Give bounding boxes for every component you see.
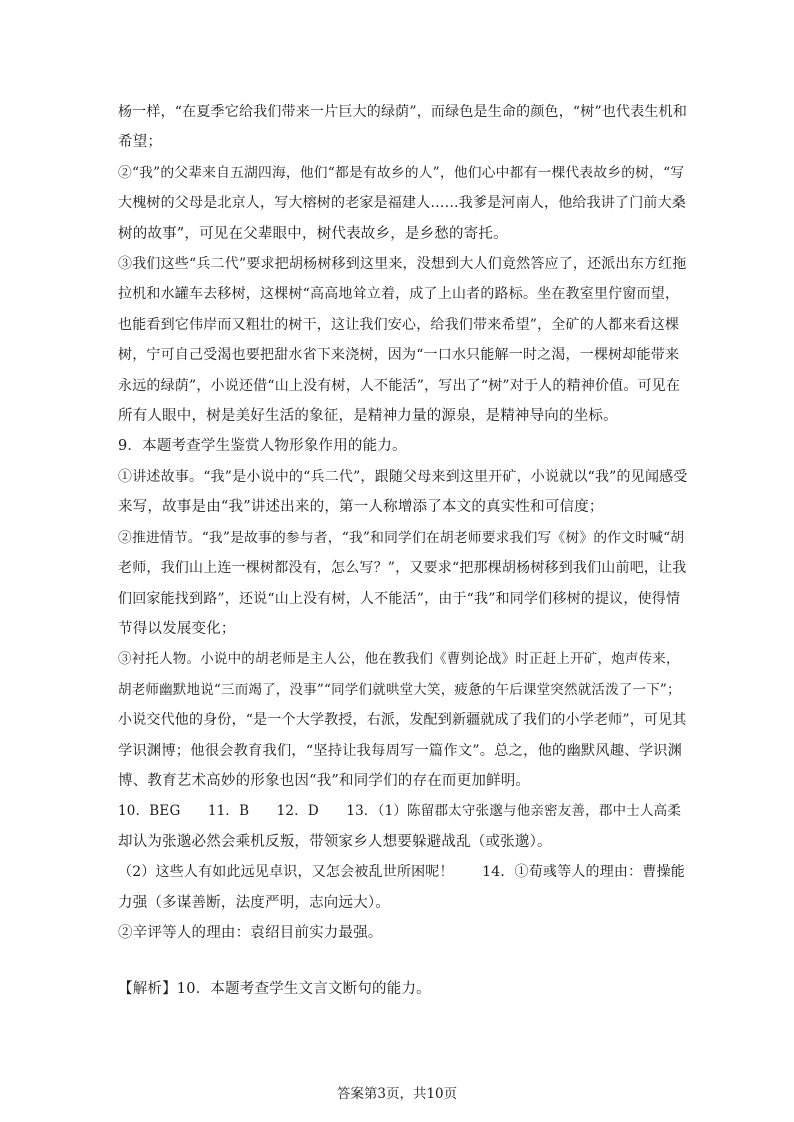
page-footer: 答案第3页，共10页 — [336, 1086, 458, 1102]
text-line: 也能看到它伟岸而又粗壮的树干，这让我们安心，给我们带来希望”，全矿的人都来看这棵 — [118, 316, 680, 333]
text-line: 拉机和水罐车去移树，这棵树“高高地耸立着，成了上山者的路标。坐在教室里佇窗而望， — [118, 286, 680, 303]
text-line: 老师，我们山上连一棵树都没有，怎么写？”，又要求“把那棵胡杨树移到我们山前吧，让我 — [118, 560, 687, 577]
text-line: ②推进情节。“我”是故事的参与者，“我”和同学们在胡老师要求我们写《树》的作文时喊“胡 — [118, 529, 685, 546]
text-line: 所有人眼中，树是美好生活的象征，是精神力量的源泉，是精神导向的坐标。 — [118, 408, 618, 425]
text-line: 永远的绿荫”，小说还借“山上没有树，人不能活”，写出了“树”对于人的精神价值。可见在 — [118, 377, 681, 394]
text-line: ②“我”的父辈来自五湖四海，他们“都是有故乡的人”，他们心中都有一棵代表故乡的树，“写 — [118, 164, 685, 181]
question-9-heading: 9．本题考查学生鉴赏人物形象作用的能力。 — [118, 438, 407, 455]
text-line: 们回家能找到路”，还说“山上没有树，人不能活”，由于“我”和同学们移树的提议，使得情 — [118, 590, 681, 607]
text-line: 节得以发展变化； — [118, 620, 236, 637]
text-line: 希望； — [118, 134, 163, 151]
text-line: 胡老师幽默地说“三而竭了，没事”“同学们就哄堂大笑，疲惫的午后课堂突然就活泼了一下”； — [118, 681, 681, 698]
analysis-heading: 【解析】10．本题考查学生文言文断句的能力。 — [118, 981, 431, 998]
text-line: ③我们这些“兵二代”要求把胡杨树移到这里来，没想到大人们竟然答应了，还派出东方红拖 — [118, 256, 687, 273]
text-line: （2）这些人有如此远见卓识，又怎会被乱世所困呢！ 14．①荀彧等人的理由：曹操能 — [118, 864, 685, 881]
text-line: ①讲述故事。“我”是小说中的“兵二代”，跟随父母来到这里开矿，小说就以“我”的见闻感受 — [118, 468, 688, 485]
text-line: ③衬托人物。小说中的胡老师是主人公，他在教我们《曹刿论战》时正赶上开矿，炮声传来， — [118, 651, 680, 668]
text-line: 却认为张邈必然会乘机反叛，带领家乡人想要躲避战乱（或张邈）。 — [118, 833, 552, 850]
text-line: 力强（多谋善断，法度严明，志向远大）。 — [118, 894, 391, 911]
text-line: 树，宁可自己受渴也要把甜水省下来浇树，因为“一口水只能解一时之渴，一棵树却能带来 — [118, 347, 680, 364]
answers-10-13: 10．BEG 11．B 12．D 13．（1）陈留郡太守张邈与他亲密友善，郡中士人高柔 — [118, 803, 682, 820]
text-line: 大槐树的父母是北京人，写大榕树的老家是福建人……我爹是河南人，他给我讲了门前大桑 — [118, 195, 686, 212]
text-line: 来写，故事是由“我”讲述出来的，第一人称增添了本文的真实性和可信度； — [118, 499, 604, 516]
text-line: ②辛评等人的理由：袁绍目前实力最强。 — [118, 924, 383, 941]
text-line: 树的故事”，可见在父辈眼中，树代表故乡，是乡愁的寄托。 — [118, 225, 508, 242]
answer-body — [118, 97, 688, 1005]
text-line: 学识渊博；他很会教育我们，“坚持让我每周写一篇作文”。总之，他的幽默风趣、学识渊 — [118, 742, 683, 759]
text-line: 博、教育艺术高妙的形象也因“我”和同学们的存在而更加鲜明。 — [118, 772, 531, 789]
text-line: 小说交代他的身份，“是一个大学教授，右派，发配到新疆就成了我们的小学老师”，可见其 — [118, 712, 687, 729]
text-line: 杨一样，“在夏季它给我们带来一片巨大的绿荫”，而绿色是生命的颜色，“树”也代表生机和 — [118, 104, 688, 120]
